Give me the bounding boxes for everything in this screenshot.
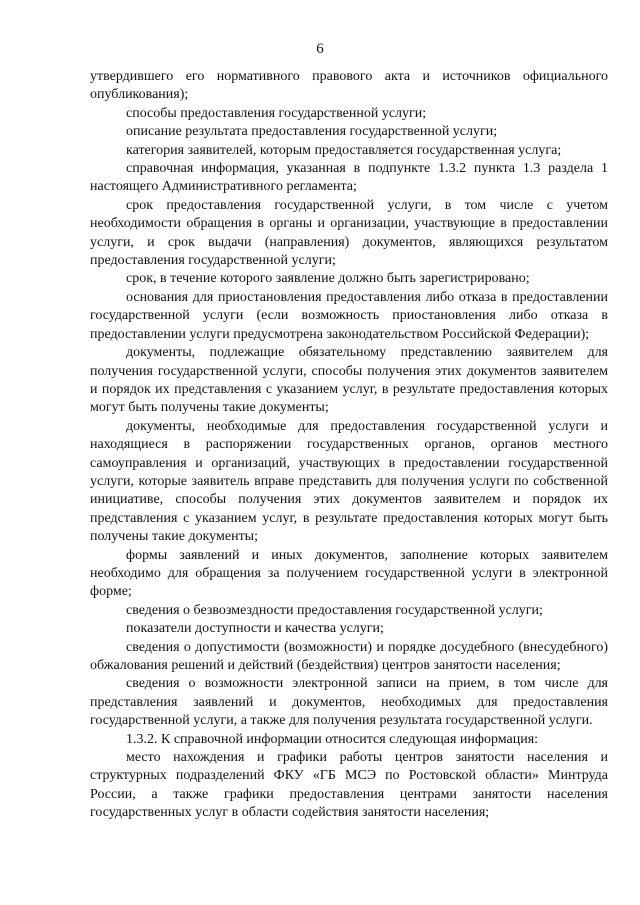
paragraph-provision-term: срок предоставления государственной услуги, в том числе с учетом необходимости обращения в органы и организации, участвующие в предоставлении услуги, и срок выдачи (направления) документов, являющихся результатом предоставления государственной услуги;: [90, 197, 608, 269]
paragraph-appeal-procedure: сведения о допустимости (возможности) и порядке досудебного (внесудебного) обжалования решений и действий (бездействия) центров занятости населения;: [90, 639, 608, 673]
paragraph-section-1-3-2: 1.3.2. К справочной информации относится следующая информация:: [126, 731, 539, 747]
paragraph-result-description: описание результата предоставления государственной услуги;: [126, 124, 498, 140]
paragraph-electronic-forms: формы заявлений и иных документов, заполнение которых заявителем необходимо для обращения за получением государственной услуги в электронной форме;: [90, 547, 608, 600]
paragraph-registration-term: срок, в течение которого заявление должно быть зарегистрировано;: [126, 271, 530, 287]
paragraph-free-of-charge: сведения о безвозмездности предоставления государственной услуги;: [126, 602, 543, 618]
paragraph-mandatory-documents: документы, подлежащие обязательному представлению заявителем для получения государственной услуги, способы получения этих документов заявителем и порядок их представления с указанием услуг, в результате предоставления которых могут быть получены такие документы;: [90, 345, 608, 416]
paragraph-electronic-appointment: сведения о возможности электронной записи на прием, в том числе для представления заявлений и документов, необходимых для предоставления государственной услуги, а также для получения результата государственной услуги.: [90, 676, 608, 729]
paragraph-locations-schedules: место нахождения и графики работы центров занятости населения и структурных подразделений ФКУ «ГБ МСЭ по Ростовской области» Минтруда России, а также графики предоставления центрами занятости населения государственных услуг в области содействия занятости населения;: [90, 750, 608, 821]
paragraph-applicant-category: категория заявителей, которым предоставляется государственная услуга;: [126, 142, 562, 158]
paragraph-continuation: утвердившего его нормативного правового акта и источников официального опубликования);: [90, 69, 608, 103]
paragraph-reference-info: справочная информация, указанная в подпункте 1.3.2 пункта 1.3 раздела 1 настоящего Административного регламента;: [90, 161, 608, 195]
paragraph-agency-documents: документы, необходимые для предоставления государственной услуги и находящиеся в распоряжении государственных органов, органов местного самоуправления и организаций, участвующих в предоставлении государственной услуги, которые заявитель вправе представить для получения услуги по собственной инициативе, способы получения этих документов заявителем и порядок их представления с указанием услуг, в результате предоставления которых могут быть получены такие документы;: [90, 418, 608, 545]
paragraph-suspension-grounds: основания для приостановления предоставления либо отказа в предоставлении государственной услуги (если возможность приостановления либо отказа в предоставлении услуги предусмотрена законодательством Российской Федерации);: [90, 289, 608, 342]
page-number: 6: [316, 41, 324, 57]
document-body: [90, 68, 608, 823]
paragraph-quality-indicators: показатели доступности и качества услуги;: [126, 621, 384, 637]
paragraph-provision-methods: способы предоставления государственной услуги;: [126, 105, 427, 121]
